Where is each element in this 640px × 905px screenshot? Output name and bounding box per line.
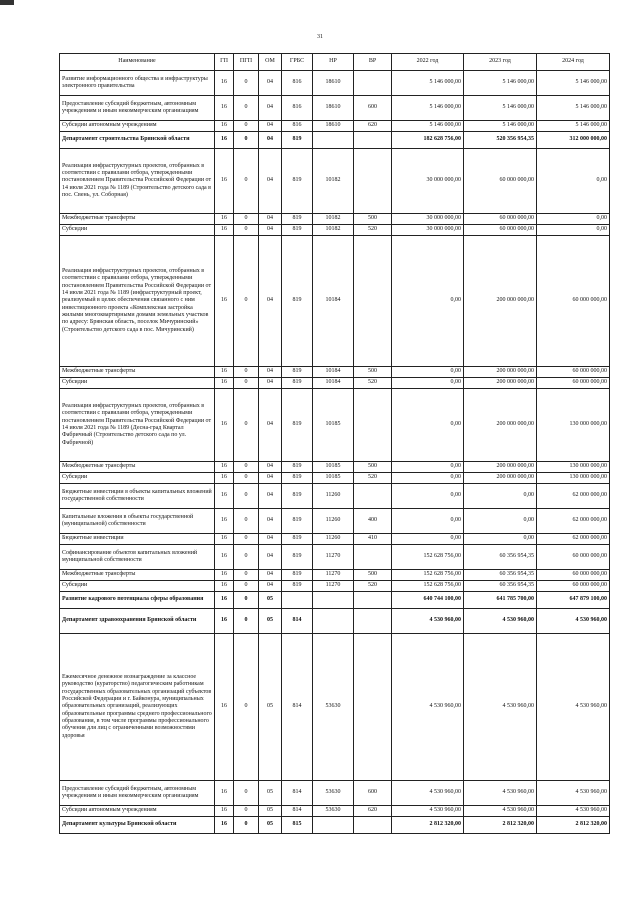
row-value-cell: 0 xyxy=(234,570,259,581)
row-value-cell: 200 000 000,00 xyxy=(464,462,537,473)
table-row xyxy=(60,225,610,236)
row-value-cell: 16 xyxy=(215,473,234,484)
page-number: 31 xyxy=(317,34,323,40)
row-value-cell: 182 628 756,00 xyxy=(392,132,464,149)
row-value-cell: 819 xyxy=(282,462,313,473)
row-value-cell: 814 xyxy=(282,806,313,817)
row-value-cell: 5 146 000,00 xyxy=(392,71,464,96)
row-name-cell: Департамент здравоохранения Брянской области xyxy=(60,609,215,634)
table-row xyxy=(60,236,610,367)
row-value-cell: 11260 xyxy=(313,509,354,534)
row-value-cell: 0 xyxy=(234,545,259,570)
row-value-cell: 0 xyxy=(234,236,259,367)
col-header: 2022 год xyxy=(392,54,464,71)
row-value-cell xyxy=(354,545,392,570)
row-name-cell: Реализация инфраструктурных проектов, отобранных в соответствии с правилами отбора, утвержденными постановлением Правительства Российской Федерации от 14 июля 2021 года № 1189 (инфраструктурный проект, реализуемый в целях обеспечения связанного с ним инвестиционного проекта «Комплексная застройка жилыми многоквартирными домами земельных участков по адресу: Брянская область, поселок Мичуринский» (Строительство детского сада в пос. Мичуринский) xyxy=(60,236,215,367)
row-value-cell: 0 xyxy=(234,149,259,214)
row-value-cell: 819 xyxy=(282,545,313,570)
row-value-cell: 10182 xyxy=(313,225,354,236)
row-value-cell: 5 146 000,00 xyxy=(464,71,537,96)
row-value-cell: 814 xyxy=(282,609,313,634)
row-value-cell xyxy=(354,484,392,509)
row-name-cell: Предоставление субсидий бюджетным, автономным учреждениям и иным некоммерческим организациям xyxy=(60,781,215,806)
row-value-cell: 16 xyxy=(215,149,234,214)
row-value-cell: 05 xyxy=(259,634,282,781)
row-value-cell xyxy=(354,609,392,634)
row-value-cell: 04 xyxy=(259,96,282,121)
row-value-cell: 152 628 756,00 xyxy=(392,581,464,592)
row-value-cell: 10182 xyxy=(313,149,354,214)
row-value-cell: 10182 xyxy=(313,214,354,225)
row-value-cell: 60 000 000,00 xyxy=(537,570,610,581)
col-header: НР xyxy=(313,54,354,71)
row-value-cell: 04 xyxy=(259,473,282,484)
row-value-cell: 815 xyxy=(282,817,313,834)
row-name-cell: Департамент строительства Брянской области xyxy=(60,132,215,149)
row-value-cell: 0,00 xyxy=(392,389,464,462)
row-value-cell: 0 xyxy=(234,609,259,634)
row-value-cell: 05 xyxy=(259,806,282,817)
row-value-cell: 10184 xyxy=(313,367,354,378)
col-header: 2023 год xyxy=(464,54,537,71)
row-name-cell: Ежемесячное денежное вознаграждение за классное руководство (кураторство) педагогическим работникам государственных образовательных организаций субъектов Российской Федерации и г. Байконура, муниципальных образовательных организаций, реализующих образовательные программы среднего профессионального образования, в том числе программы профессионального обучения для лиц с ограниченными возможностями здоровья xyxy=(60,634,215,781)
row-value-cell: 312 000 000,00 xyxy=(537,132,610,149)
row-value-cell: 0 xyxy=(234,71,259,96)
row-value-cell: 16 xyxy=(215,817,234,834)
row-value-cell: 500 xyxy=(354,367,392,378)
row-value-cell: 62 000 000,00 xyxy=(537,509,610,534)
row-value-cell: 152 628 756,00 xyxy=(392,570,464,581)
row-value-cell: 16 xyxy=(215,781,234,806)
row-value-cell: 0 xyxy=(234,367,259,378)
row-value-cell: 16 xyxy=(215,509,234,534)
row-value-cell: 130 000 000,00 xyxy=(537,389,610,462)
row-value-cell: 200 000 000,00 xyxy=(464,236,537,367)
table-row xyxy=(60,462,610,473)
row-name-cell: Развитие информационного общества и инфраструктуры электронного правительства xyxy=(60,71,215,96)
row-value-cell: 200 000 000,00 xyxy=(464,473,537,484)
row-name-cell: Капитальные вложения в объекты государственной (муниципальной) собственности xyxy=(60,509,215,534)
row-value-cell: 0,00 xyxy=(464,534,537,545)
row-value-cell: 620 xyxy=(354,806,392,817)
row-value-cell xyxy=(313,817,354,834)
row-value-cell: 2 812 320,00 xyxy=(392,817,464,834)
row-value-cell: 16 xyxy=(215,534,234,545)
row-value-cell: 819 xyxy=(282,132,313,149)
row-value-cell: 0 xyxy=(234,592,259,609)
row-value-cell: 11260 xyxy=(313,534,354,545)
row-value-cell xyxy=(354,71,392,96)
row-name-cell: Субсидии xyxy=(60,225,215,236)
row-value-cell: 60 000 000,00 xyxy=(537,581,610,592)
row-value-cell xyxy=(354,389,392,462)
row-name-cell: Субсидии xyxy=(60,473,215,484)
row-value-cell: 16 xyxy=(215,132,234,149)
budget-table xyxy=(59,53,610,834)
row-value-cell: 16 xyxy=(215,389,234,462)
row-value-cell: 5 146 000,00 xyxy=(392,96,464,121)
row-value-cell: 30 000 000,00 xyxy=(392,149,464,214)
row-value-cell: 16 xyxy=(215,214,234,225)
row-value-cell: 400 xyxy=(354,509,392,534)
row-value-cell xyxy=(313,592,354,609)
row-value-cell: 16 xyxy=(215,570,234,581)
row-value-cell: 10185 xyxy=(313,389,354,462)
row-value-cell: 60 000 000,00 xyxy=(464,214,537,225)
row-value-cell: 0,00 xyxy=(464,509,537,534)
row-value-cell: 200 000 000,00 xyxy=(464,389,537,462)
row-value-cell: 16 xyxy=(215,367,234,378)
row-value-cell: 04 xyxy=(259,462,282,473)
row-value-cell: 0 xyxy=(234,509,259,534)
row-value-cell: 04 xyxy=(259,71,282,96)
row-value-cell: 410 xyxy=(354,534,392,545)
row-value-cell: 0 xyxy=(234,634,259,781)
row-value-cell: 05 xyxy=(259,592,282,609)
row-value-cell: 04 xyxy=(259,378,282,389)
row-value-cell: 819 xyxy=(282,581,313,592)
table-row xyxy=(60,214,610,225)
row-value-cell: 814 xyxy=(282,781,313,806)
row-value-cell: 60 000 000,00 xyxy=(464,225,537,236)
table-row xyxy=(60,121,610,132)
table-row xyxy=(60,817,610,834)
row-value-cell: 60 000 000,00 xyxy=(464,149,537,214)
row-value-cell: 620 xyxy=(354,121,392,132)
row-value-cell: 4 530 960,00 xyxy=(464,634,537,781)
row-value-cell: 4 530 960,00 xyxy=(537,609,610,634)
table-row xyxy=(60,367,610,378)
row-value-cell: 520 356 954,35 xyxy=(464,132,537,149)
row-value-cell: 2 812 320,00 xyxy=(537,817,610,834)
table-row xyxy=(60,149,610,214)
row-value-cell: 60 356 954,35 xyxy=(464,581,537,592)
row-name-cell: Межбюджетные трансферты xyxy=(60,462,215,473)
table-row xyxy=(60,570,610,581)
row-value-cell: 0 xyxy=(234,378,259,389)
row-value-cell: 5 146 000,00 xyxy=(537,71,610,96)
row-value-cell: 816 xyxy=(282,71,313,96)
row-value-cell: 53630 xyxy=(313,806,354,817)
row-value-cell: 0 xyxy=(234,484,259,509)
row-value-cell: 5 146 000,00 xyxy=(537,96,610,121)
row-value-cell: 4 530 960,00 xyxy=(392,634,464,781)
row-value-cell: 819 xyxy=(282,509,313,534)
row-value-cell: 819 xyxy=(282,149,313,214)
row-value-cell: 18610 xyxy=(313,96,354,121)
table-row xyxy=(60,781,610,806)
row-value-cell: 0 xyxy=(234,121,259,132)
table-row xyxy=(60,71,610,96)
row-value-cell: 60 356 954,35 xyxy=(464,570,537,581)
row-name-cell: Реализация инфраструктурных проектов, отобранных в соответствии с правилами отбора, утвержденными постановлением Правительства Российской Федерации от 14 июля 2021 года № 1189 (Десна-град Квартал Фабричный (Строительство детского сада по ул. Фабричной) xyxy=(60,389,215,462)
row-value-cell: 5 146 000,00 xyxy=(464,121,537,132)
row-value-cell xyxy=(354,634,392,781)
row-value-cell: 500 xyxy=(354,214,392,225)
row-value-cell: 0 xyxy=(234,806,259,817)
row-name-cell: Департамент культуры Брянской области xyxy=(60,817,215,834)
table-row xyxy=(60,509,610,534)
row-name-cell: Межбюджетные трансферты xyxy=(60,367,215,378)
row-value-cell xyxy=(282,592,313,609)
row-value-cell: 600 xyxy=(354,781,392,806)
row-value-cell: 16 xyxy=(215,545,234,570)
row-value-cell: 0,00 xyxy=(392,473,464,484)
row-value-cell: 500 xyxy=(354,462,392,473)
row-value-cell: 0,00 xyxy=(392,462,464,473)
row-value-cell: 04 xyxy=(259,132,282,149)
row-value-cell: 0 xyxy=(234,225,259,236)
row-value-cell: 641 785 700,00 xyxy=(464,592,537,609)
row-value-cell: 04 xyxy=(259,225,282,236)
row-value-cell: 16 xyxy=(215,484,234,509)
row-value-cell: 0,00 xyxy=(464,484,537,509)
row-value-cell: 819 xyxy=(282,378,313,389)
row-value-cell: 647 879 100,00 xyxy=(537,592,610,609)
row-value-cell: 152 628 756,00 xyxy=(392,545,464,570)
col-header: ГРБС xyxy=(282,54,313,71)
row-value-cell: 200 000 000,00 xyxy=(464,367,537,378)
row-value-cell: 11270 xyxy=(313,570,354,581)
table-row xyxy=(60,389,610,462)
row-value-cell: 4 530 960,00 xyxy=(392,806,464,817)
row-value-cell: 5 146 000,00 xyxy=(537,121,610,132)
row-name-cell: Межбюджетные трансферты xyxy=(60,570,215,581)
row-value-cell: 819 xyxy=(282,570,313,581)
table-row xyxy=(60,806,610,817)
row-name-cell: Реализация инфраструктурных проектов, отобранных в соответствии с правилами отбора, утвержденными постановлением Правительства Российской Федерации от 14 июля 2021 года № 1189 (Строительство детского сада в пос. Свень, ул. Соборная) xyxy=(60,149,215,214)
row-value-cell: 04 xyxy=(259,581,282,592)
row-value-cell xyxy=(354,236,392,367)
row-name-cell: Предоставление субсидий бюджетным, автономным учреждениям и иным некоммерческим организациям xyxy=(60,96,215,121)
row-value-cell: 16 xyxy=(215,581,234,592)
row-name-cell: Софинансирование объектов капитальных вложений муниципальной собственности xyxy=(60,545,215,570)
row-value-cell: 16 xyxy=(215,634,234,781)
table-row xyxy=(60,534,610,545)
row-value-cell: 819 xyxy=(282,225,313,236)
row-name-cell: Бюджетные инвестиции xyxy=(60,534,215,545)
row-value-cell: 0 xyxy=(234,389,259,462)
row-value-cell: 520 xyxy=(354,378,392,389)
row-value-cell: 16 xyxy=(215,462,234,473)
row-value-cell: 11260 xyxy=(313,484,354,509)
table-row xyxy=(60,545,610,570)
col-header: ВР xyxy=(354,54,392,71)
row-name-cell: Субсидии автономным учреждениям xyxy=(60,121,215,132)
row-value-cell: 05 xyxy=(259,817,282,834)
row-value-cell: 18610 xyxy=(313,121,354,132)
row-value-cell: 0 xyxy=(234,462,259,473)
row-value-cell: 819 xyxy=(282,236,313,367)
row-value-cell: 819 xyxy=(282,214,313,225)
table-row xyxy=(60,378,610,389)
row-value-cell: 816 xyxy=(282,121,313,132)
row-value-cell: 04 xyxy=(259,484,282,509)
row-value-cell: 819 xyxy=(282,484,313,509)
row-value-cell: 819 xyxy=(282,473,313,484)
table-row xyxy=(60,581,610,592)
row-value-cell: 10185 xyxy=(313,473,354,484)
row-value-cell: 4 530 960,00 xyxy=(464,609,537,634)
row-value-cell: 62 000 000,00 xyxy=(537,484,610,509)
row-value-cell: 0,00 xyxy=(392,509,464,534)
row-value-cell: 53630 xyxy=(313,634,354,781)
row-value-cell: 4 530 960,00 xyxy=(537,634,610,781)
table-row xyxy=(60,634,610,781)
row-value-cell: 10185 xyxy=(313,462,354,473)
row-value-cell: 4 530 960,00 xyxy=(392,609,464,634)
col-header: Наименование xyxy=(60,54,215,71)
row-value-cell: 0,00 xyxy=(392,534,464,545)
row-value-cell: 4 530 960,00 xyxy=(464,806,537,817)
table-header-row xyxy=(60,54,610,71)
table-row xyxy=(60,96,610,121)
row-value-cell: 30 000 000,00 xyxy=(392,214,464,225)
row-value-cell: 11270 xyxy=(313,581,354,592)
row-value-cell xyxy=(313,132,354,149)
row-value-cell: 0,00 xyxy=(537,214,610,225)
row-value-cell: 4 530 960,00 xyxy=(392,781,464,806)
row-value-cell: 04 xyxy=(259,509,282,534)
row-value-cell: 819 xyxy=(282,534,313,545)
row-value-cell: 16 xyxy=(215,609,234,634)
row-value-cell: 0 xyxy=(234,214,259,225)
row-value-cell xyxy=(354,132,392,149)
col-header: ГП xyxy=(215,54,234,71)
row-value-cell: 16 xyxy=(215,121,234,132)
row-value-cell: 04 xyxy=(259,367,282,378)
row-value-cell: 04 xyxy=(259,149,282,214)
row-value-cell: 0 xyxy=(234,817,259,834)
row-value-cell: 0,00 xyxy=(392,484,464,509)
row-value-cell: 16 xyxy=(215,225,234,236)
row-value-cell: 60 000 000,00 xyxy=(537,236,610,367)
row-value-cell: 16 xyxy=(215,806,234,817)
row-value-cell: 16 xyxy=(215,378,234,389)
row-value-cell: 0,00 xyxy=(392,367,464,378)
row-value-cell: 0 xyxy=(234,781,259,806)
row-value-cell: 0 xyxy=(234,96,259,121)
row-name-cell: Субсидии xyxy=(60,581,215,592)
row-value-cell: 60 000 000,00 xyxy=(537,378,610,389)
row-value-cell: 18610 xyxy=(313,71,354,96)
row-value-cell: 816 xyxy=(282,96,313,121)
row-value-cell: 520 xyxy=(354,473,392,484)
row-value-cell: 0 xyxy=(234,534,259,545)
row-value-cell: 4 530 960,00 xyxy=(537,781,610,806)
row-value-cell: 04 xyxy=(259,570,282,581)
row-value-cell: 53630 xyxy=(313,781,354,806)
row-name-cell: Субсидии автономным учреждениям xyxy=(60,806,215,817)
row-name-cell: Субсидии xyxy=(60,378,215,389)
row-value-cell: 640 744 100,00 xyxy=(392,592,464,609)
row-value-cell: 819 xyxy=(282,389,313,462)
row-value-cell: 814 xyxy=(282,634,313,781)
table-row xyxy=(60,473,610,484)
scan-mark xyxy=(0,0,14,5)
row-value-cell xyxy=(354,149,392,214)
row-value-cell: 520 xyxy=(354,225,392,236)
row-value-cell: 0,00 xyxy=(392,236,464,367)
row-value-cell: 0,00 xyxy=(537,149,610,214)
row-value-cell: 600 xyxy=(354,96,392,121)
col-header: 2024 год xyxy=(537,54,610,71)
row-value-cell: 60 356 954,35 xyxy=(464,545,537,570)
row-value-cell: 0,00 xyxy=(537,225,610,236)
row-value-cell: 16 xyxy=(215,236,234,367)
row-name-cell: Бюджетные инвестиции в объекты капитальных вложений государственной собственности xyxy=(60,484,215,509)
row-value-cell: 130 000 000,00 xyxy=(537,462,610,473)
row-value-cell: 0 xyxy=(234,132,259,149)
row-name-cell: Развитие кадрового потенциала сферы образования xyxy=(60,592,215,609)
row-value-cell: 11270 xyxy=(313,545,354,570)
row-value-cell: 5 146 000,00 xyxy=(392,121,464,132)
table-row xyxy=(60,592,610,609)
row-value-cell: 04 xyxy=(259,545,282,570)
row-value-cell: 520 xyxy=(354,581,392,592)
row-value-cell: 04 xyxy=(259,121,282,132)
row-value-cell: 10184 xyxy=(313,378,354,389)
row-value-cell: 0 xyxy=(234,473,259,484)
row-value-cell: 2 812 320,00 xyxy=(464,817,537,834)
row-value-cell: 0,00 xyxy=(392,378,464,389)
row-value-cell: 5 146 000,00 xyxy=(464,96,537,121)
table-row xyxy=(60,132,610,149)
row-value-cell: 4 530 960,00 xyxy=(464,781,537,806)
row-value-cell xyxy=(354,592,392,609)
col-header: ОМ xyxy=(259,54,282,71)
row-value-cell: 04 xyxy=(259,534,282,545)
row-value-cell: 60 000 000,00 xyxy=(537,367,610,378)
row-value-cell: 4 530 960,00 xyxy=(537,806,610,817)
row-value-cell: 130 000 000,00 xyxy=(537,473,610,484)
row-value-cell: 62 000 000,00 xyxy=(537,534,610,545)
row-value-cell xyxy=(313,609,354,634)
row-value-cell: 16 xyxy=(215,96,234,121)
row-value-cell xyxy=(354,817,392,834)
row-value-cell: 04 xyxy=(259,214,282,225)
row-value-cell: 0 xyxy=(234,581,259,592)
row-value-cell: 04 xyxy=(259,236,282,367)
row-value-cell: 04 xyxy=(259,389,282,462)
row-value-cell: 500 xyxy=(354,570,392,581)
row-value-cell: 200 000 000,00 xyxy=(464,378,537,389)
row-value-cell: 16 xyxy=(215,71,234,96)
table-row xyxy=(60,609,610,634)
row-value-cell: 30 000 000,00 xyxy=(392,225,464,236)
table-row xyxy=(60,484,610,509)
row-name-cell: Межбюджетные трансферты xyxy=(60,214,215,225)
row-value-cell: 819 xyxy=(282,367,313,378)
row-value-cell: 05 xyxy=(259,609,282,634)
col-header: ПГП xyxy=(234,54,259,71)
row-value-cell: 05 xyxy=(259,781,282,806)
row-value-cell: 16 xyxy=(215,592,234,609)
row-value-cell: 10184 xyxy=(313,236,354,367)
row-value-cell: 60 000 000,00 xyxy=(537,545,610,570)
